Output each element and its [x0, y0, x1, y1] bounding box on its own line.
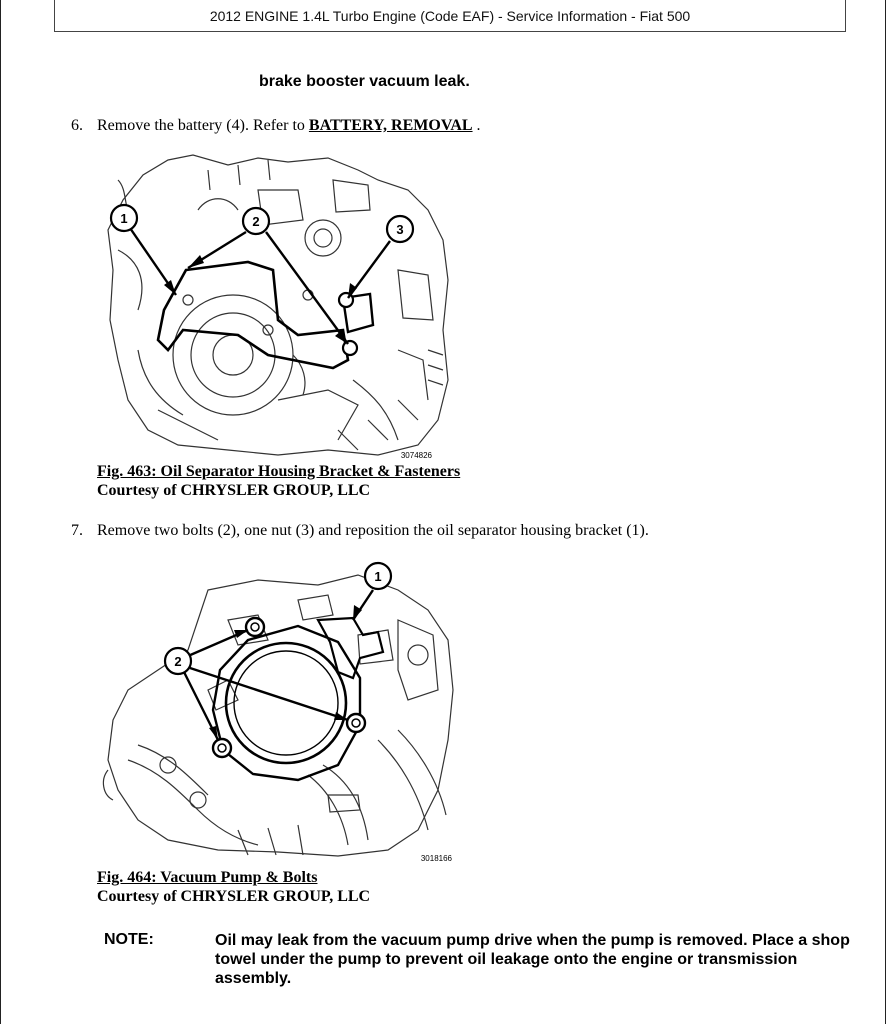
callout-1-label: 1 [120, 211, 128, 226]
page-left-border [0, 0, 1, 1024]
step-6 [71, 117, 481, 135]
header-title: 2012 ENGINE 1.4L Turbo Engine (Code EAF) - Service Information - Fiat 500 [209, 7, 691, 24]
figure-463-title: Fig. 463: Oil Separator Housing Bracket & Fasteners [97, 463, 461, 480]
callout-2-label: 2 [174, 654, 182, 669]
figure-464-title: Fig. 464: Vacuum Pump & Bolts [97, 869, 318, 886]
callout-1-label: 1 [374, 569, 382, 584]
figure-463-courtesy: Courtesy of CHRYSLER GROUP, LLC [97, 482, 371, 499]
step-6-number: 6. [71, 117, 83, 134]
callout-3-label: 3 [396, 222, 404, 237]
note-text: Oil may leak from the vacuum pump drive when the pump is removed. Place a shop towel under the pump to prevent oil leakage onto the engine or transmission assembly. [215, 932, 850, 987]
figure-463-caption [97, 462, 460, 500]
figure-463-id: 3074826 [400, 451, 432, 460]
battery-removal-link[interactable]: BATTERY, REMOVAL [308, 117, 473, 134]
step-6-text: Remove the battery (4). Refer to [97, 117, 309, 134]
page-right-border [885, 0, 886, 1024]
figure-464-image [98, 560, 460, 866]
step-7 [71, 522, 649, 540]
figure-463-image [98, 150, 458, 462]
note-label: NOTE: [104, 931, 154, 948]
step-6-text-end: . [472, 117, 481, 134]
figure-464-caption [97, 868, 370, 906]
step-7-number: 7. [71, 522, 83, 539]
callout-2-label: 2 [252, 214, 260, 229]
page-header [54, 0, 846, 32]
figure-464-id: 3018166 [420, 854, 452, 863]
figure-464-courtesy: Courtesy of CHRYSLER GROUP, LLC [97, 888, 371, 905]
step-7-text: Remove two bolts (2), one nut (3) and reposition the oil separator housing bracket (1). [97, 522, 649, 539]
intro-text: brake booster vacuum leak. [259, 73, 470, 90]
